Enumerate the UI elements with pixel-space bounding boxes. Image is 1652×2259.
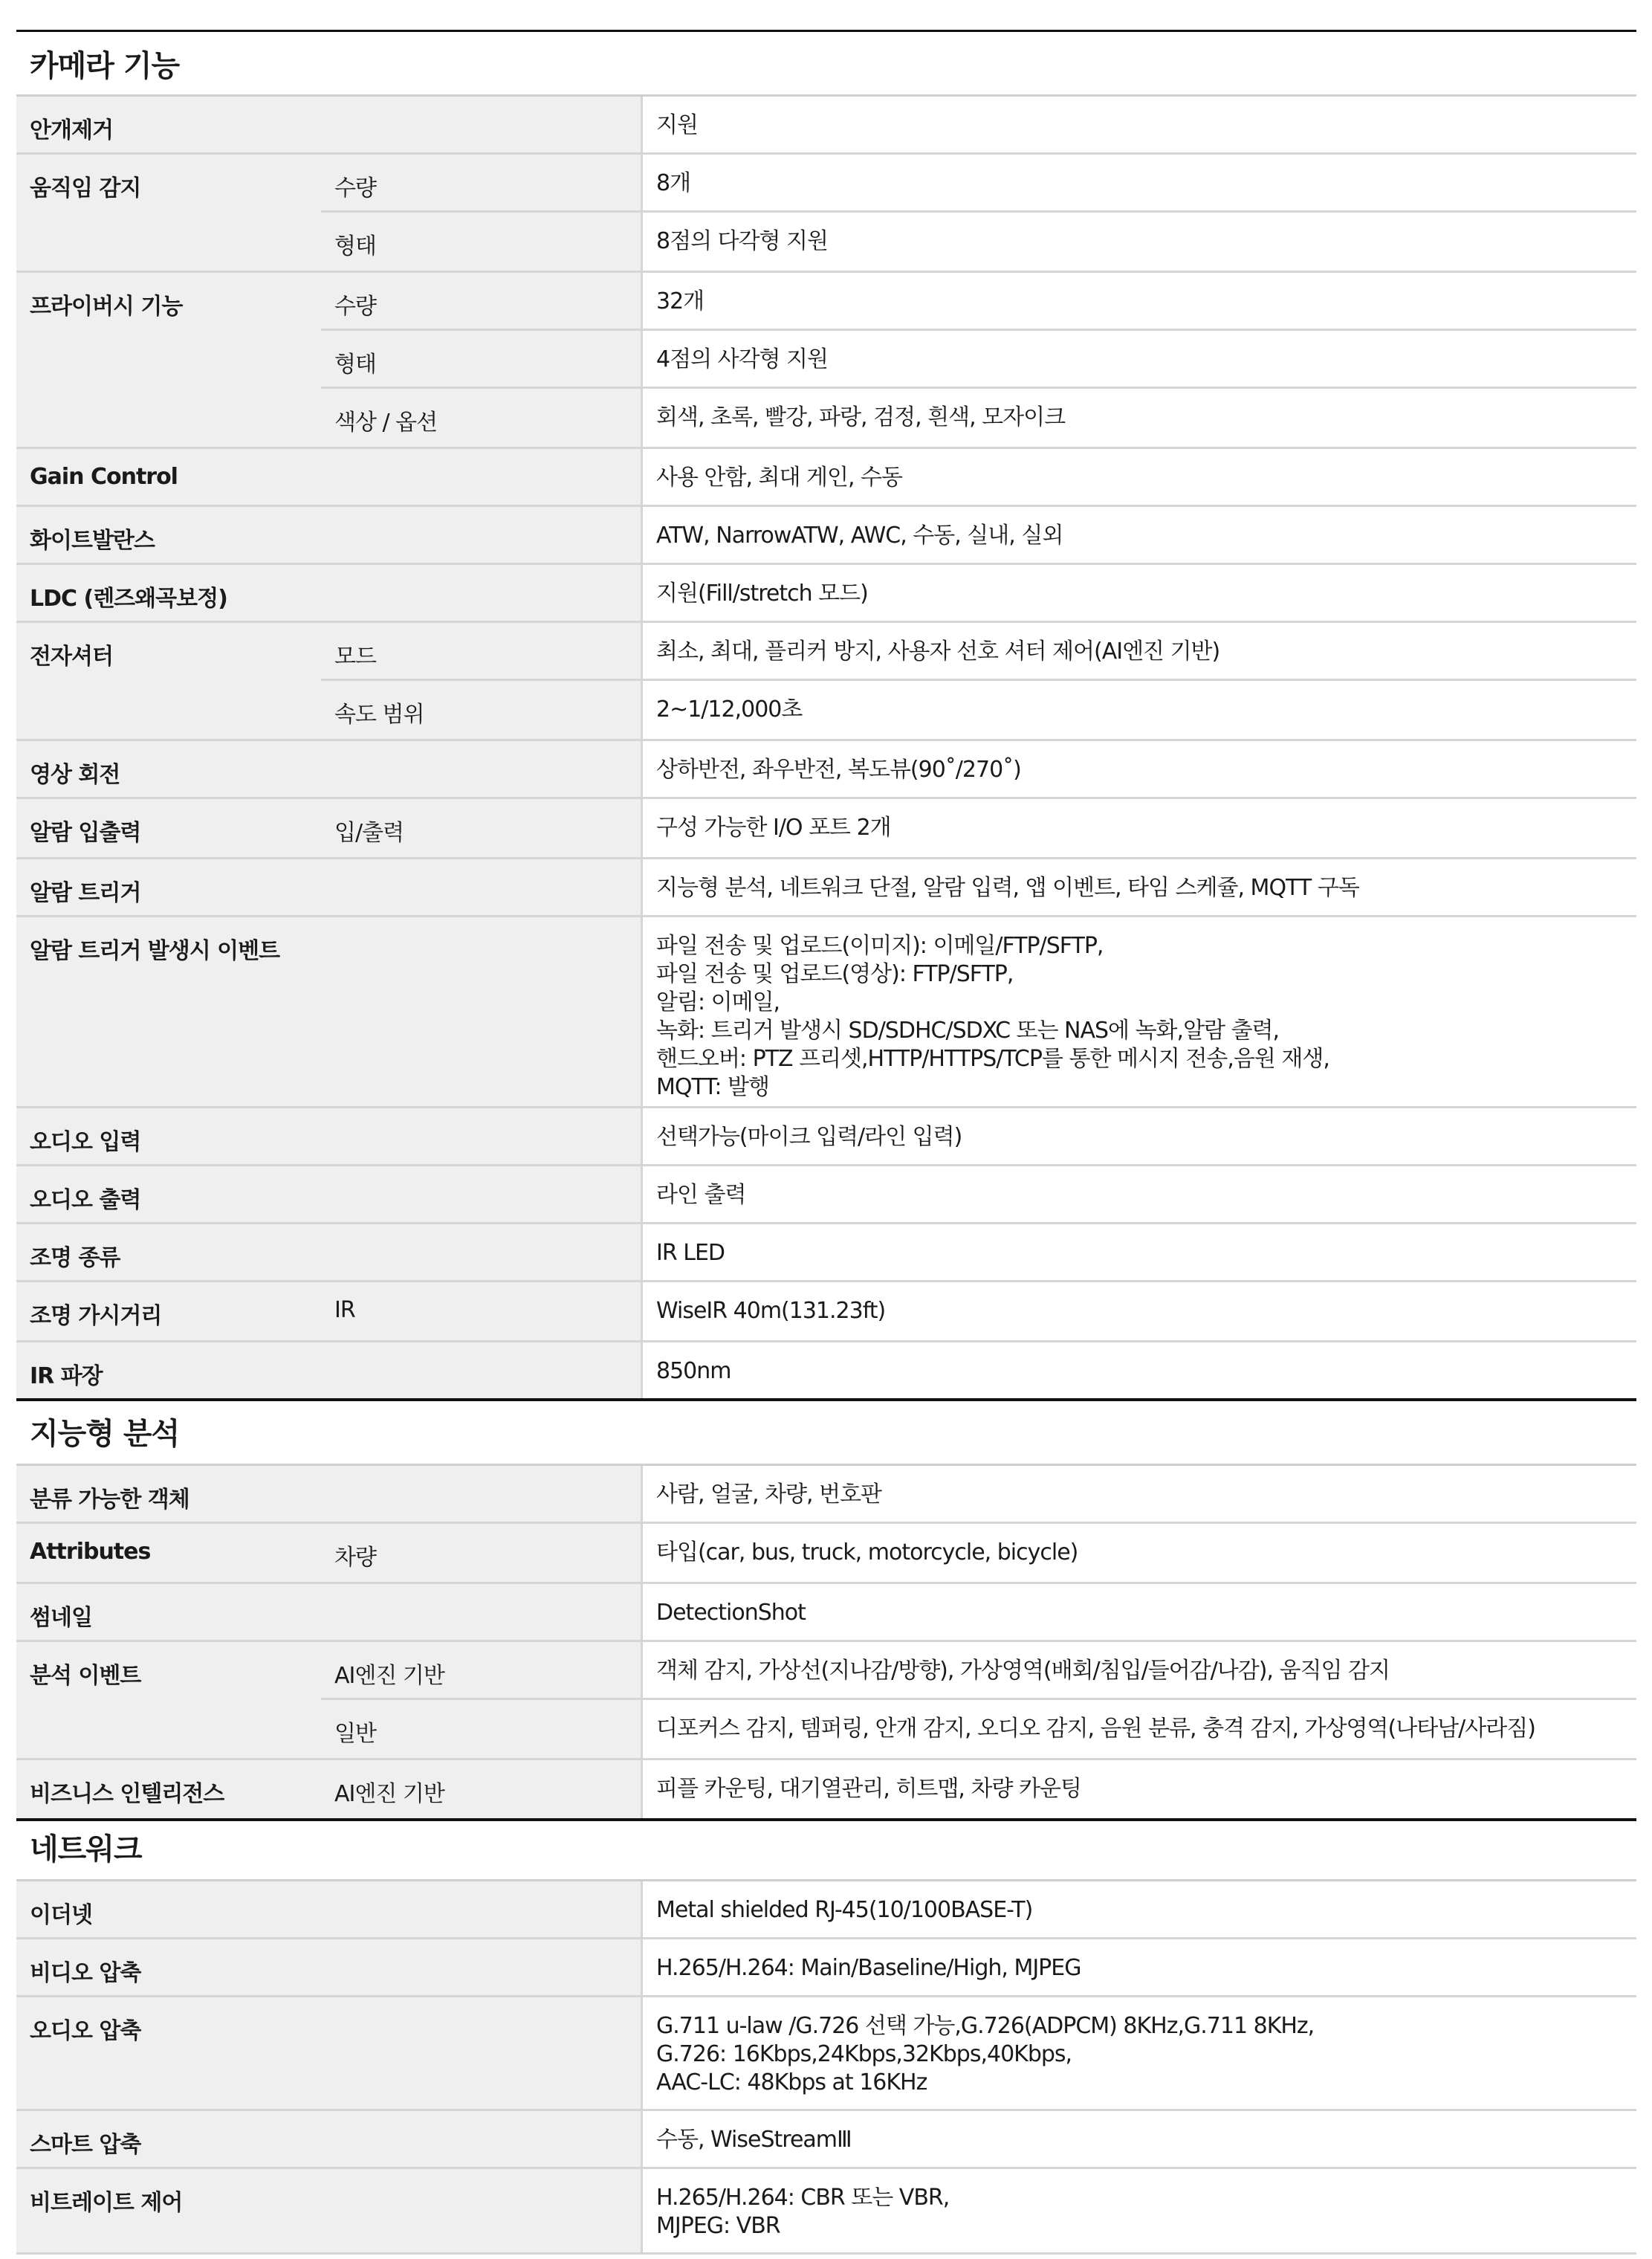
- spec-label: 분류 가능한 객체: [16, 1466, 641, 1522]
- spec-sublabel: 형태: [321, 331, 641, 387]
- spec-row: [16, 741, 1636, 799]
- spec-sublabel: 입/출력: [321, 799, 641, 857]
- spec-row: [16, 2111, 1636, 2169]
- spec-value: 지원(Fill/stretch 모드): [641, 565, 1636, 621]
- section-title: 카메라 기능: [16, 30, 1636, 97]
- spec-label: 알람 입출력: [16, 799, 321, 857]
- spec-sublabel: 차량: [321, 1524, 641, 1582]
- spec-row: [16, 97, 1636, 155]
- spec-label: 조명 종류: [16, 1224, 641, 1280]
- spec-subrow: [321, 1642, 1636, 1700]
- spec-value: 사람, 얼굴, 차량, 번호판: [641, 1466, 1636, 1522]
- spec-sublabel: AI엔진 기반: [321, 1642, 641, 1698]
- spec-label: 오디오 출력: [16, 1166, 641, 1222]
- spec-value: WiseIR 40m(131.23ft): [641, 1282, 1636, 1340]
- section-title: 지능형 분석: [16, 1399, 1636, 1466]
- spec-group: [16, 1282, 1636, 1342]
- spec-label: 썸네일: [16, 1584, 641, 1640]
- spec-subrow: [321, 1282, 1636, 1340]
- spec-row: [16, 449, 1636, 507]
- spec-label: 비트레이트 제어: [16, 2169, 641, 2252]
- spec-label: 분석 이벤트: [16, 1642, 321, 1758]
- spec-group: [16, 273, 1636, 449]
- spec-label: 알람 트리거 발생시 이벤트: [16, 917, 641, 1106]
- spec-row: [16, 2169, 1636, 2255]
- spec-row: [16, 1997, 1636, 2111]
- spec-subrow: [321, 389, 1636, 447]
- spec-group: [16, 155, 1636, 273]
- spec-sublabel: AI엔진 기반: [321, 1760, 641, 1818]
- spec-value: 회색, 초록, 빨강, 파랑, 검정, 흰색, 모자이크: [641, 389, 1636, 447]
- spec-sublabel: 속도 범위: [321, 681, 641, 739]
- spec-value: DetectionShot: [641, 1584, 1636, 1640]
- spec-subrow: [321, 331, 1636, 389]
- spec-value: H.265/H.264: Main/Baseline/High, MJPEG: [641, 1939, 1636, 1995]
- spec-row: [16, 1224, 1636, 1282]
- spec-label: LDC (렌즈왜곡보정): [16, 565, 641, 621]
- spec-value: 구성 가능한 I/O 포트 2개: [641, 799, 1636, 857]
- spec-subrow: [321, 213, 1636, 271]
- spec-value: 지원: [641, 97, 1636, 152]
- spec-label: 이더넷: [16, 1881, 641, 1937]
- spec-row: [16, 859, 1636, 917]
- spec-group: [16, 799, 1636, 859]
- spec-subrow: [321, 1524, 1636, 1582]
- spec-group: [16, 623, 1636, 741]
- spec-sublabel: 수량: [321, 155, 641, 210]
- spec-value: IR LED: [641, 1224, 1636, 1280]
- spec-subrow: [321, 155, 1636, 213]
- spec-label: Attributes: [16, 1524, 321, 1582]
- spec-label: 안개제거: [16, 97, 641, 152]
- spec-sublabel: 일반: [321, 1700, 641, 1758]
- spec-sublabel: 모드: [321, 623, 641, 679]
- spec-row: [16, 1466, 1636, 1524]
- spec-label: 비즈니스 인텔리전스: [16, 1760, 321, 1818]
- spec-value: 850nm: [641, 1342, 1636, 1398]
- spec-row: [16, 1166, 1636, 1224]
- spec-row: [16, 1881, 1636, 1939]
- spec-value: 객체 감지, 가상선(지나감/방향), 가상영역(배회/침입/들어감/나감), 움직임 감지: [641, 1642, 1636, 1698]
- spec-row: [16, 1584, 1636, 1642]
- spec-label: 알람 트리거: [16, 859, 641, 915]
- section-network: [16, 1814, 1636, 2255]
- spec-label: 영상 회전: [16, 741, 641, 797]
- spec-row: [16, 565, 1636, 623]
- spec-row: [16, 1108, 1636, 1166]
- section-title: 네트워크: [16, 1814, 1636, 1881]
- spec-value: 8개: [641, 155, 1636, 210]
- spec-sublabel: IR: [321, 1282, 641, 1340]
- spec-label: 움직임 감지: [16, 155, 321, 271]
- spec-subrow: [321, 273, 1636, 331]
- spec-group: [16, 1524, 1636, 1584]
- spec-row: [16, 507, 1636, 565]
- spec-value: 상하반전, 좌우반전, 복도뷰(90˚/270˚): [641, 741, 1636, 797]
- spec-label: 화이트발란스: [16, 507, 641, 563]
- spec-subrow: [321, 623, 1636, 681]
- section-intelligent-analytics: [16, 1399, 1636, 1821]
- spec-value: 타입(car, bus, truck, motorcycle, bicycle): [641, 1524, 1636, 1582]
- spec-row: [16, 917, 1636, 1108]
- spec-value: 4점의 사각형 지원: [641, 331, 1636, 387]
- spec-value: 사용 안함, 최대 게인, 수동: [641, 449, 1636, 505]
- spec-value: ATW, NarrowATW, AWC, 수동, 실내, 실외: [641, 507, 1636, 563]
- spec-row: [16, 1939, 1636, 1997]
- spec-label: 오디오 압축: [16, 1997, 641, 2109]
- spec-group: [16, 1760, 1636, 1821]
- spec-subrow: [321, 1760, 1636, 1818]
- spec-label: IR 파장: [16, 1342, 641, 1398]
- spec-label: 오디오 입력: [16, 1108, 641, 1164]
- spec-label: 조명 가시거리: [16, 1282, 321, 1340]
- spec-value: 라인 출력: [641, 1166, 1636, 1222]
- spec-group: [16, 1642, 1636, 1760]
- spec-label: 스마트 압축: [16, 2111, 641, 2167]
- spec-label: 프라이버시 기능: [16, 273, 321, 447]
- spec-value: 최소, 최대, 플리커 방지, 사용자 선호 셔터 제어(AI엔진 기반): [641, 623, 1636, 679]
- spec-sublabel: 형태: [321, 213, 641, 271]
- spec-subrow: [321, 1700, 1636, 1758]
- spec-value: 파일 전송 및 업로드(이미지): 이메일/FTP/SFTP, 파일 전송 및 업로드(영상): FTP/SFTP, 알림: 이메일, 녹화: 트리거 발생시 SD/SDHC/SDXC 또는 NAS에 녹화,알람 출력, 핸드오버: PTZ 프리셋,HTTP/HTTPS/TCP를 통한 메시지 전송,음원 재생, MQTT: 발행: [641, 917, 1636, 1106]
- spec-value: G.711 u-law /G.726 선택 가능,G.726(ADPCM) 8KHz,G.711 8KHz, G.726: 16Kbps,24Kbps,32Kbps,40Kbps, AAC-LC: 48Kbps at 16KHz: [641, 1997, 1636, 2109]
- spec-value: 32개: [641, 273, 1636, 329]
- spec-value: 디포커스 감지, 템퍼링, 안개 감지, 오디오 감지, 음원 분류, 충격 감지, 가상영역(나타남/사라짐): [641, 1700, 1636, 1758]
- spec-value: 8점의 다각형 지원: [641, 213, 1636, 271]
- spec-sublabel: 색상 / 옵션: [321, 389, 641, 447]
- spec-subrow: [321, 799, 1636, 857]
- spec-sublabel: 수량: [321, 273, 641, 329]
- spec-value: 2~1/12,000초: [641, 681, 1636, 739]
- spec-value: 피플 카운팅, 대기열관리, 히트맵, 차량 카운팅: [641, 1760, 1636, 1818]
- section-camera-features: [16, 30, 1636, 1401]
- spec-value: 지능형 분석, 네트워크 단절, 알람 입력, 앱 이벤트, 타임 스케쥴, MQTT 구독: [641, 859, 1636, 915]
- spec-value: 수동, WiseStreamⅢ: [641, 2111, 1636, 2167]
- spec-value: H.265/H.264: CBR 또는 VBR, MJPEG: VBR: [641, 2169, 1636, 2252]
- spec-subrow: [321, 681, 1636, 739]
- spec-row: [16, 1342, 1636, 1401]
- spec-value: 선택가능(마이크 입력/라인 입력): [641, 1108, 1636, 1164]
- spec-label: 비디오 압축: [16, 1939, 641, 1995]
- spec-label: Gain Control: [16, 449, 641, 505]
- spec-label: 전자셔터: [16, 623, 321, 739]
- spec-value: Metal shielded RJ-45(10/100BASE-T): [641, 1881, 1636, 1937]
